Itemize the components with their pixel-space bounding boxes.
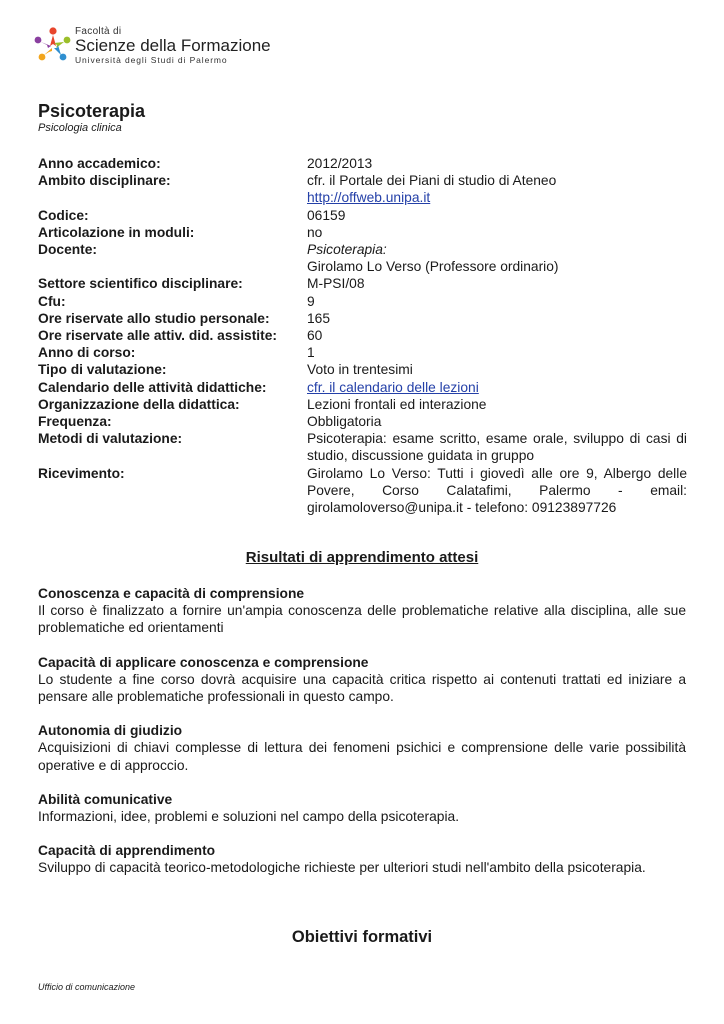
info-row-calendario: [38, 379, 688, 396]
info-value: no: [307, 224, 323, 240]
outcome-block: [38, 585, 686, 637]
info-row-tipo: [38, 361, 688, 378]
info-row-ore-didattica: [38, 327, 688, 344]
info-row-codice: [38, 207, 688, 224]
info-label: Anno accademico:: [38, 156, 161, 171]
outcome-block: [38, 654, 686, 706]
info-value: 2012/2013: [307, 156, 373, 171]
outcome-text: Informazioni, idee, problemi e soluzioni nel campo della psicoterapia.: [38, 809, 460, 825]
outcome-text: Lo studente a fine corso dovrà acquisire una capacità critica rispetto ai contenuti trattati ed iniziare a pensare alle problematiche professionali in questo campo.: [38, 671, 686, 705]
info-value: Lezioni frontali ed interazione: [307, 396, 487, 412]
info-row-anno-corso: [38, 344, 688, 361]
info-value: Girolamo Lo Verso: Tutti i giovedì alle ore 9, Albergo delle Povere, Corso Calatafimi, Palermo - email: girolamoloverso@unipa.it - telefono: 09123897726: [307, 465, 687, 516]
outcome-title: Conoscenza e capacità di comprensione: [38, 586, 305, 601]
outcome-title: Autonomia di giudizio: [38, 723, 183, 739]
faculty-logo: [33, 26, 273, 70]
course-info-table: [38, 155, 688, 516]
info-label: Calendario delle attività didattiche:: [38, 379, 267, 395]
outcome-text: Sviluppo di capacità teorico-metodologiche richieste per ulteriori studi nell'ambito della psicoterapia.: [38, 860, 646, 876]
info-value: Psicoterapia: esame scritto, esame orale, sviluppo di casi di studio, discussione guidata in gruppo: [307, 431, 687, 464]
info-label: Codice:: [38, 207, 89, 223]
calendar-link[interactable]: cfr. il calendario delle lezioni: [307, 379, 479, 395]
info-label: Ambito disciplinare:: [38, 173, 171, 189]
info-label: Settore scientifico disciplinare:: [38, 276, 243, 292]
info-label: Tipo di valutazione:: [38, 362, 167, 378]
info-row-ricevimento: [38, 465, 688, 517]
page-footer: Ufficio di comunicazione: [38, 982, 136, 992]
info-row-settore: [38, 275, 688, 292]
logo-line-3: Università degli Studi di Palermo: [75, 55, 228, 65]
info-label: Ricevimento:: [38, 465, 125, 481]
outcome-title: Capacità di applicare conoscenza e comprensione: [38, 654, 369, 670]
docente-name: Girolamo Lo Verso (Professore ordinario): [307, 259, 559, 275]
offweb-link[interactable]: http://offweb.unipa.it: [307, 190, 431, 206]
page-subtitle: Psicologia clinica: [38, 122, 122, 134]
info-value: 165: [307, 310, 331, 326]
docente-module: Psicoterapia:: [307, 242, 387, 258]
info-value: 9: [307, 293, 315, 309]
outcome-block: [38, 791, 686, 825]
outcome-block: [38, 722, 686, 774]
outcome-text: Il corso è finalizzato a fornire un'ampia conoscenza delle problematiche relative alla disciplina, alle sue problematiche ed orientamenti: [38, 603, 686, 636]
info-row-ambito: [38, 172, 688, 206]
learning-outcomes: [38, 585, 686, 894]
info-value: 60: [307, 328, 323, 344]
info-value: cfr. il Portale dei Piani di studio di Ateneo: [307, 173, 557, 189]
info-label: Docente:: [38, 242, 98, 258]
info-value: 1: [307, 345, 315, 361]
info-row-frequenza: [38, 413, 688, 430]
info-label: Frequenza:: [38, 414, 112, 430]
info-label: Organizzazione della didattica:: [38, 396, 240, 412]
info-value: Voto in trentesimi: [307, 362, 413, 378]
info-value: M-PSI/08: [307, 276, 365, 292]
risultati-heading: Risultati di apprendimento attesi: [245, 549, 479, 566]
outcome-block: [38, 842, 686, 876]
outcome-title: Abilità comunicative: [38, 791, 173, 807]
info-row-anno: [38, 155, 688, 172]
obiettivi-heading: Obiettivi formativi: [291, 928, 433, 946]
info-label: Cfu:: [38, 293, 66, 309]
info-row-organizzazione: [38, 396, 688, 413]
info-label: Ore riservate allo studio personale:: [38, 310, 270, 326]
outcome-text: Acquisizioni di chiavi complesse di lettura dei fenomeni psichici e comprensione delle varie possibilità operative e di approccio.: [38, 740, 686, 773]
info-value: Obbligatoria: [307, 414, 382, 430]
info-label: Articolazione in moduli:: [38, 224, 195, 240]
info-row-metodi: [38, 430, 688, 464]
people-circle-logo-icon: [33, 26, 73, 66]
info-label: Metodi di valutazione:: [38, 431, 183, 447]
outcome-title: Capacità di apprendimento: [38, 843, 216, 859]
info-label: Ore riservate alle attiv. did. assistite:: [38, 328, 277, 344]
info-row-ore-personale: [38, 310, 688, 327]
logo-line-1: Facoltà di: [75, 26, 122, 37]
info-row-cfu: [38, 293, 688, 310]
page-title: Psicoterapia: [38, 101, 146, 121]
info-row-moduli: [38, 224, 688, 241]
info-row-docente: [38, 241, 688, 275]
info-label: Anno di corso:: [38, 345, 136, 361]
logo-line-2: Scienze della Formazione: [75, 36, 271, 55]
info-value: 06159: [307, 207, 346, 223]
